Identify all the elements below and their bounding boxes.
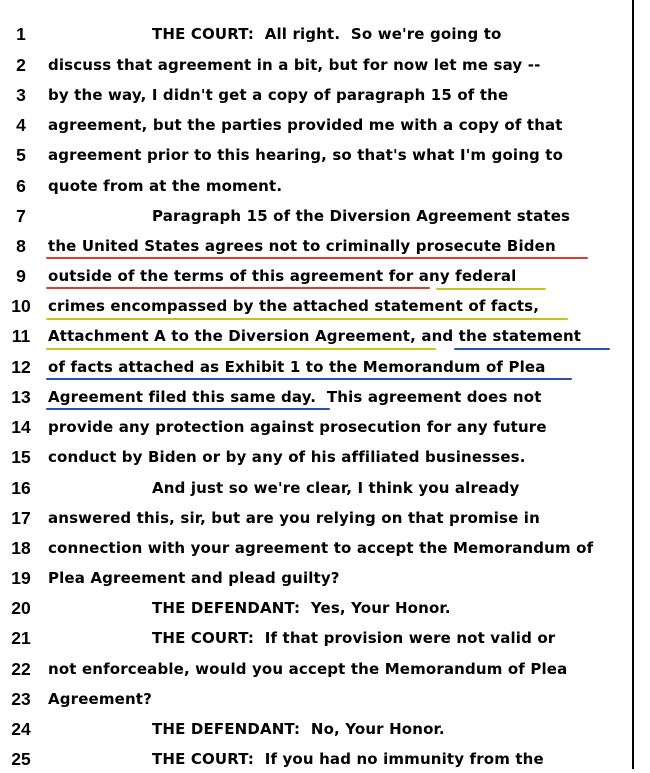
red-underline [46, 287, 430, 289]
line-text: crimes encompassed by the attached statement of facts, [48, 297, 540, 315]
line-text: quote from at the moment. [48, 177, 283, 195]
line-number: 11 [11, 326, 31, 346]
transcript-line [0, 384, 640, 411]
transcript-line [0, 625, 640, 652]
line-number: 19 [11, 568, 31, 588]
transcript-line [0, 203, 640, 230]
line-text: And just so we're clear, I think you already [152, 479, 520, 497]
line-text: THE DEFENDANT: No, Your Honor. [152, 720, 445, 738]
line-text: outside of the terms of this agreement for any federal [48, 267, 517, 285]
transcript-line [0, 112, 640, 139]
line-number: 7 [16, 206, 26, 226]
line-number: 1 [16, 24, 26, 44]
line-text: answered this, sir, but are you relying on that promise in [48, 509, 540, 527]
line-text: agreement prior to this hearing, so that's what I'm going to [48, 146, 564, 164]
transcript-line [0, 656, 640, 683]
line-number: 15 [11, 447, 31, 467]
line-number: 21 [11, 628, 31, 648]
transcript-line [0, 52, 640, 79]
line-text: not enforceable, would you accept the Memorandum of Plea [48, 660, 568, 678]
line-number: 14 [11, 417, 31, 437]
yellow-underline [46, 318, 568, 320]
transcript-line [0, 323, 640, 350]
line-text: THE COURT: If that provision were not valid or [152, 629, 556, 647]
red-underline [46, 257, 588, 259]
line-number: 20 [11, 598, 31, 618]
line-number: 22 [11, 659, 31, 679]
transcript-line [0, 475, 640, 502]
line-text: conduct by Biden or by any of his affiliated businesses. [48, 448, 526, 466]
line-number: 12 [11, 357, 31, 377]
transcript-line [0, 293, 640, 320]
line-number: 9 [16, 266, 26, 286]
line-number: 5 [16, 145, 26, 165]
line-text: THE DEFENDANT: Yes, Your Honor. [152, 599, 451, 617]
line-number: 17 [11, 508, 31, 528]
transcript-line [0, 354, 640, 381]
line-text: the United States agrees not to criminally prosecute Biden [48, 237, 556, 255]
blue-underline [46, 408, 330, 410]
transcript-line [0, 535, 640, 562]
transcript-line [0, 595, 640, 622]
line-number: 23 [11, 689, 31, 709]
line-text: by the way, I didn't get a copy of paragraph 15 of the [48, 86, 509, 104]
transcript-line [0, 565, 640, 592]
line-number: 24 [11, 719, 31, 739]
line-text: Agreement? [48, 690, 152, 708]
line-text: agreement, but the parties provided me with a copy of that [48, 116, 563, 134]
line-number: 13 [11, 387, 31, 407]
transcript-line [0, 233, 640, 260]
yellow-underline [436, 288, 546, 290]
line-number: 8 [16, 236, 26, 256]
line-number: 6 [16, 176, 26, 196]
line-text: provide any protection against prosecution for any future [48, 418, 547, 436]
line-text: Paragraph 15 of the Diversion Agreement states [152, 207, 571, 225]
line-text: Plea Agreement and plead guilty? [48, 569, 340, 587]
line-text: discuss that agreement in a bit, but for now let me say -- [48, 56, 541, 74]
line-text: Agreement filed this same day. This agreement does not [48, 388, 542, 406]
transcript-line [0, 82, 640, 109]
line-number: 2 [16, 55, 26, 75]
transcript-line [0, 263, 640, 290]
line-number: 16 [11, 478, 31, 498]
blue-underline [46, 378, 572, 380]
transcript-line [0, 505, 640, 532]
line-number: 10 [11, 296, 31, 316]
transcript-line [0, 686, 640, 713]
line-text: Attachment A to the Diversion Agreement, and the statement [48, 327, 582, 345]
transcript-line [0, 173, 640, 200]
transcript-line [0, 444, 640, 471]
transcript-line [0, 21, 640, 48]
line-text: THE COURT: All right. So we're going to [152, 25, 502, 43]
transcript-line [0, 414, 640, 441]
line-number: 25 [11, 749, 31, 769]
line-number: 4 [16, 115, 26, 135]
yellow-underline [46, 348, 436, 350]
line-number: 3 [16, 85, 26, 105]
line-text: connection with your agreement to accept the Memorandum of [48, 539, 594, 557]
transcript-line [0, 716, 640, 743]
line-text: THE COURT: If you had no immunity from the [152, 750, 544, 768]
transcript-line [0, 142, 640, 169]
blue-underline [454, 348, 610, 350]
line-text: of facts attached as Exhibit 1 to the Memorandum of Plea [48, 358, 546, 376]
line-number: 18 [11, 538, 31, 558]
